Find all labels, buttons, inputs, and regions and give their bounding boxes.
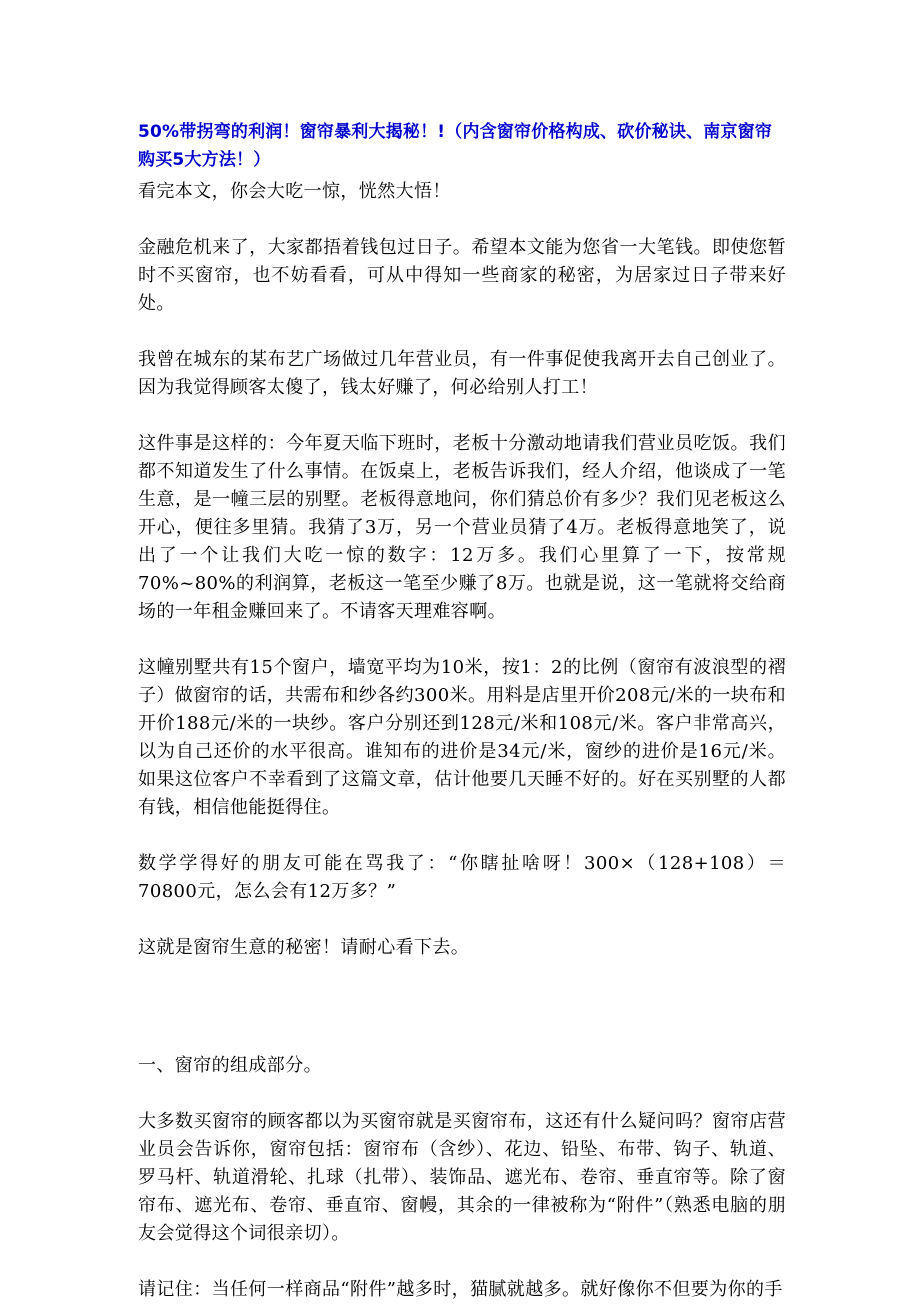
section-heading-components: 一、窗帘的组成部分。 <box>138 1055 322 1076</box>
paragraph-accessories: 请记住：当任何一样商品“附件”越多时，猫腻就越多。就好像你不但要为你的手 <box>138 1279 783 1300</box>
paragraph-math-objection: 数学学得好的朋友可能在骂我了：“你瞎扯啥呀！300×（128+108）＝70800元，怎么会有12万多？” <box>138 853 786 902</box>
paragraph-salesperson: 我曾在城东的某布艺广场做过几年营业员，有一件事促使我离开去自己创业了。因为我觉得顾客太傻了，钱太好赚了，何必给别人打工！ <box>138 349 786 398</box>
paragraph-intro: 看完本文，你会大吃一惊，恍然大悟！ <box>138 181 451 202</box>
paragraph-villa-calculation: 这幢别墅共有15个窗户，墙宽平均为10米，按1：2的比例（窗帘有波浪型的褶子）做窗帘的话，共需布和纱各约300米。用料是店里开价208元/米的一块布和开价188元/米的一块纱。客户分别还到128元/米和108元/米。客户非常高兴，以为自己还价的水平很高。谁知布的进价是34元/米，窗纱的进价是16元/米。如果这位客户不幸看到了这篇文章，估计他要几天睡不好的。好在买别墅的人都有钱，相信他能挺得住。 <box>138 657 786 818</box>
paragraph-story: 这件事是这样的：今年夏天临下班时，老板十分激动地请我们营业员吃饭。我们都不知道发生了什么事情。在饭桌上，老板告诉我们，经人介绍，他谈成了一笔生意，是一幢三层的别墅。老板得意地问，你们猜总价有多少？我们见老板这么开心，便往多里猜。我猜了3万，另一个营业员猜了4万。老板得意地笑了，说出了一个让我们大吃一惊的数字：12万多。我们心里算了一下，按常规70%~80%的利润算，老板这一笔至少赚了8万。也就是说，这一笔就将交给商场的一年租金赚回来了。不请客天理难容啊。 <box>138 433 786 622</box>
article-body <box>138 118 786 1304</box>
paragraph-secret: 这就是窗帘生意的秘密！请耐心看下去。 <box>138 937 470 958</box>
article-title: 50%带拐弯的利润！窗帘暴利大揭秘！!（内含窗帘价格构成、砍价秘诀、南京窗帘购买5大方法！） <box>138 122 773 170</box>
paragraph-components: 大多数买窗帘的顾客都以为买窗帘就是买窗帘布，这还有什么疑问吗？窗帘店营业员会告诉你，窗帘包括：窗帘布（含纱）、花边、铅坠、布带、钩子、轨道、罗马杆、轨道滑轮、扎球（扎带）、装饰品、遮光布、卷帘、垂直帘等。除了窗帘布、遮光布、卷帘、垂直帘、窗幔，其余的一律被称为“附件”（熟悉电脑的朋友会觉得这个词很亲切）。 <box>138 1111 786 1244</box>
paragraph-financial-crisis: 金融危机来了，大家都捂着钱包过日子。希望本文能为您省一大笔钱。即使您暂时不买窗帘，也不妨看看，可从中得知一些商家的秘密，为居家过日子带来好处。 <box>138 237 786 314</box>
